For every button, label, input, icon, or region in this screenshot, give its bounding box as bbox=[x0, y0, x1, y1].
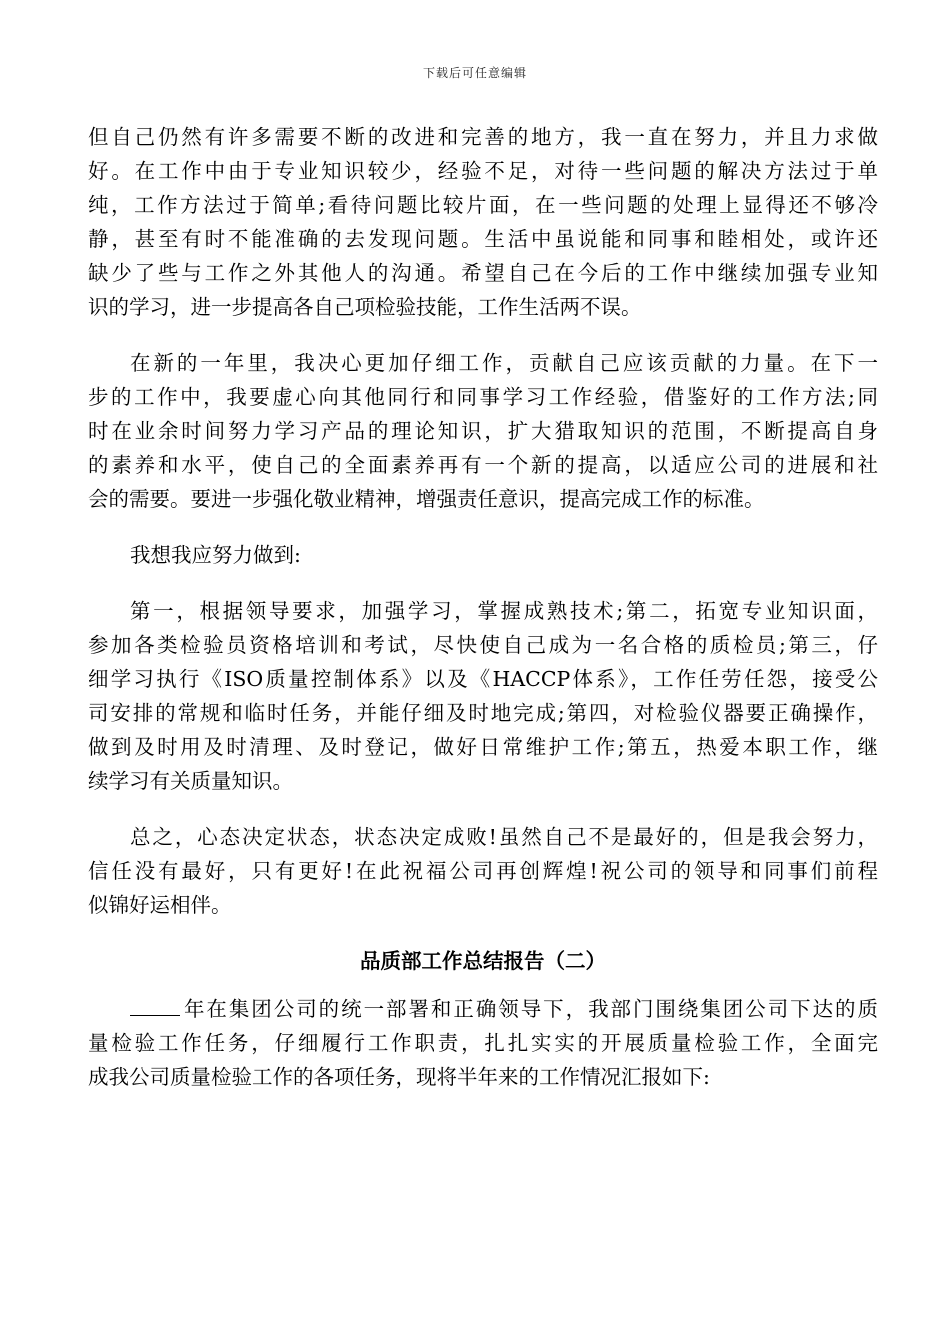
text-line: 缺少了些与工作之外其他人的沟通。希望自己在今后的工作中继续加强专业知 bbox=[88, 261, 878, 285]
text-line: 步的工作中，我要虚心向其他同行和同事学习工作经验，借鉴好的工作方法;同 bbox=[88, 385, 878, 409]
year-blank bbox=[130, 997, 180, 1016]
text-line: 似锦好运相伴。 bbox=[88, 893, 232, 917]
text-line: 做到及时用及时清理、及时登记，做好日常维护工作;第五，热爱本职工作，继 bbox=[88, 735, 878, 759]
text-line: 静，甚至有时不能准确的去发现问题。生活中虽说能和同事和睦相处，或许还 bbox=[88, 227, 878, 251]
text-line: 在新的一年里，我决心更加仔细工作，贡献自己应该贡献的力量。在下一 bbox=[130, 351, 878, 375]
section-title: 品质部工作总结报告（二） bbox=[360, 949, 606, 973]
paragraph-2 bbox=[88, 346, 878, 516]
text-line: 参加各类检验员资格培训和考试，尽快使自己成为一名合格的质检员;第三，仔 bbox=[88, 633, 878, 657]
text-line: 续学习有关质量知识。 bbox=[88, 769, 293, 793]
page-header-note: 下载后可任意编辑 bbox=[422, 66, 527, 80]
text-line: 成我公司质量检验工作的各项任务，现将半年来的工作情况汇报如下: bbox=[88, 1065, 710, 1089]
paragraph-3 bbox=[88, 538, 878, 572]
text-line-with-blank bbox=[88, 992, 878, 1026]
text-line: 会的需要。要进一步强化敬业精神，增强责任意识，提高完成工作的标准。 bbox=[88, 487, 765, 511]
text-line: 总之，心态决定状态，状态决定成败!虽然自己不是最好的，但是我会努力， bbox=[130, 825, 878, 849]
text-line: 第一，根据领导要求，加强学习，掌握成熟技术;第二，拓宽专业知识面， bbox=[130, 599, 878, 623]
report-paragraph bbox=[88, 992, 878, 1094]
text-line: 信任没有最好，只有更好!在此祝福公司再创辉煌!祝公司的领导和同事们前程 bbox=[88, 859, 878, 883]
document-body bbox=[88, 120, 878, 1116]
paragraph-1 bbox=[88, 120, 878, 324]
text-line: 我想我应努力做到: bbox=[130, 543, 301, 567]
text-line: 识的学习，进一步提高各自己项检验技能，工作生活两不误。 bbox=[88, 295, 642, 319]
text-line: 的素养和水平，使自己的全面素养再有一个新的提高，以适应公司的进展和社 bbox=[88, 453, 878, 477]
text-line: 量检验工作任务，仔细履行工作职责，扎扎实实的开展质量检验工作，全面完 bbox=[88, 1031, 878, 1055]
paragraph-5 bbox=[88, 820, 878, 922]
paragraph-4 bbox=[88, 594, 878, 798]
text-line: 细学习执行《ISO质量控制体系》以及《HACCP体系》，工作任劳任怨，接受公 bbox=[88, 667, 878, 691]
text-line: 司安排的常规和临时任务，并能仔细及时地完成;第四，对检验仪器要正确操作， bbox=[88, 701, 878, 725]
text-line: 时在业余时间努力学习产品的理论知识，扩大猎取知识的范围，不断提高自身 bbox=[88, 419, 878, 443]
text-line: 好。在工作中由于专业知识较少，经验不足，对待一些问题的解决方法过于单 bbox=[88, 159, 878, 183]
text-fragment: 年在集团公司的统一部署和正确领导下，我部门围绕集团公司下达的质 bbox=[182, 997, 878, 1021]
text-line: 但自己仍然有许多需要不断的改进和完善的地方，我一直在努力，并且力求做 bbox=[88, 125, 878, 149]
text-line: 纯，工作方法过于简单;看待问题比较片面，在一些问题的处理上显得还不够冷 bbox=[88, 193, 878, 217]
